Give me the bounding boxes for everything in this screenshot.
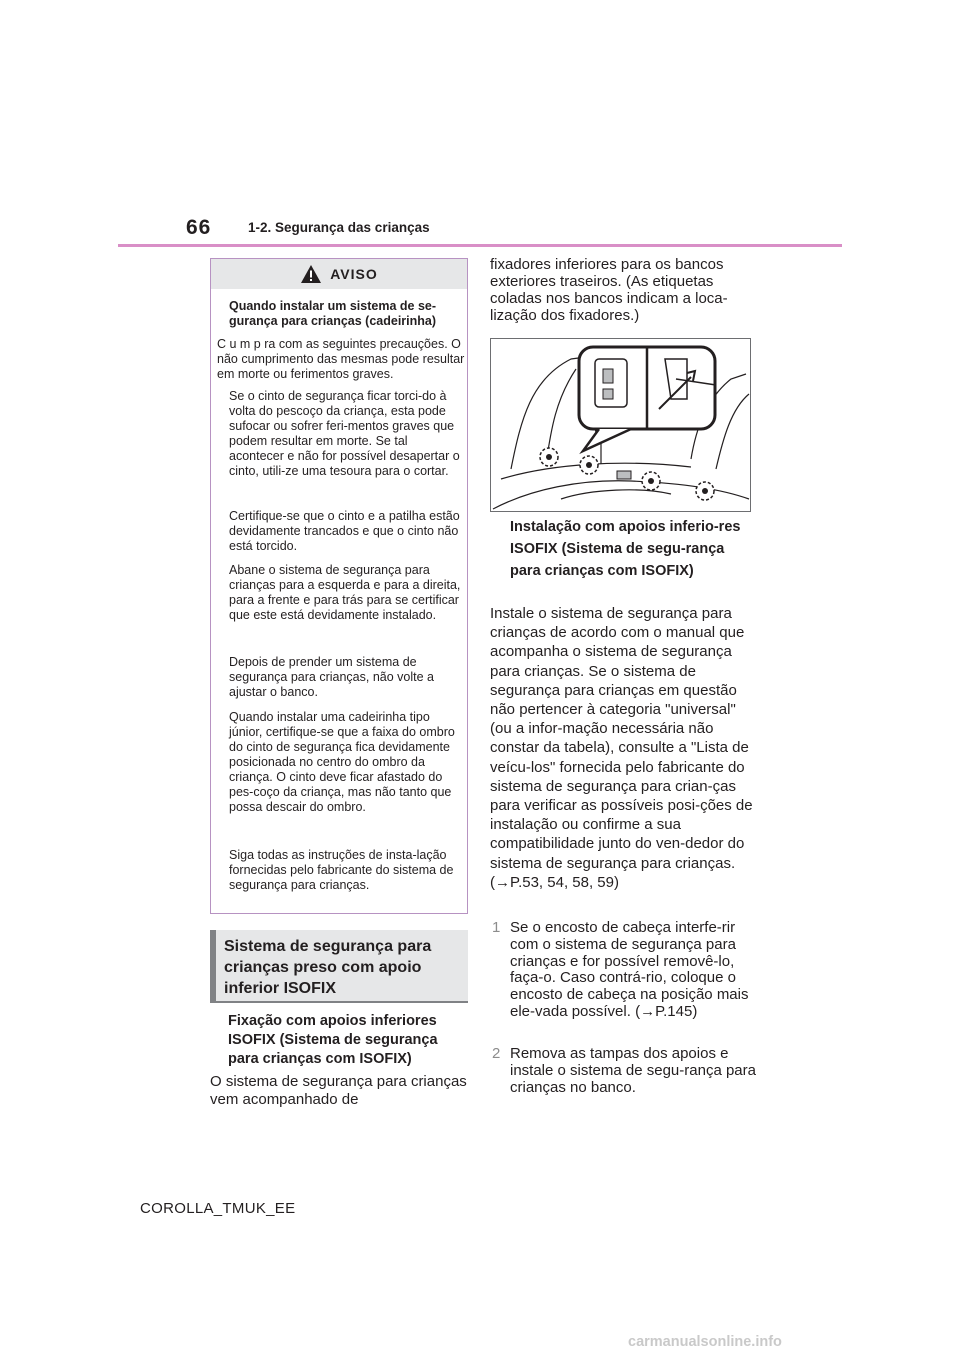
warning-label: AVISO — [330, 266, 378, 282]
warning-item: Certifique-se que o cinto e a patilha estão devidamente trancados e que o cinto não está torcido. — [229, 509, 460, 553]
warning-item: Se o cinto de segurança ficar torci-do à volta do pescoço da criança, esta pode sufocar ou sofrer feri-mentos graves que podem resultar em morte. Se tal acontecer e não for possível desapertar o cinto, utili-ze uma tesoura para o cortar. — [229, 389, 460, 478]
page-number: 66 — [186, 216, 212, 239]
figure-caption: Instalação com apoios inferio-res ISOFIX (Sistema de segu-rança para crianças com ISOFIX) — [510, 519, 741, 579]
step-item — [490, 1046, 758, 1096]
isofix-instructions: Instale o sistema de segurança para crianças de acordo com o manual que acompanha o sistema de segurança para crianças. Se o sistema de segurança para crianças em questão não pertencer à categoria "universal" (ou a infor-mação necessária não constar da tabela), consulte a "Lista de veícu-los" fornecida pelo fabricante do sistema de segurança para crian-ças para verificar as possíveis posi-ções de instalação ou confirme a sua compatibilidade junto do ven-dedor do sistema de segurança para crianças. (→P.53, 54, 58, 59) — [490, 605, 753, 891]
section-title: 1-2. Segurança das crianças — [248, 220, 430, 235]
warning-item: Depois de prender um sistema de segurança para crianças, não volte a ajustar o banco. — [229, 655, 434, 699]
step-number: 2 — [492, 1045, 501, 1062]
isofix-caption: Fixação com apoios inferiores ISOFIX (Sistema de segurança para crianças com ISOFIX) — [228, 1013, 438, 1067]
step-number: 1 — [492, 919, 501, 936]
footer-model-code: COROLLA_TMUK_EE — [140, 1200, 296, 1217]
header-rule — [118, 244, 842, 247]
step-text: Remova as tampas dos apoios e instale o sistema de segu-rança para crianças no banco. — [510, 1045, 756, 1096]
isofix-heading-rule — [210, 1001, 468, 1003]
warning-triangle-icon — [300, 264, 322, 284]
isofix-paragraph-left: O sistema de segurança para crianças vem acompanhado de — [210, 1073, 467, 1108]
warning-subheading: Quando instalar um sistema de se-gurança para crianças (cadeirinha) — [229, 299, 437, 328]
isofix-paragraph-right: fixadores inferiores para os bancos exteriores traseiros. (As etiquetas coladas nos bancos indicam a loca-lização dos fixadores.) — [490, 256, 728, 324]
step-item — [490, 920, 758, 1021]
warning-item: Abane o sistema de segurança para crianças para a esquerda e para a direita, para a frente e para trás para se certificar que este está devidamente instalado. — [229, 563, 461, 622]
watermark: carmanualsonline.info — [628, 1334, 782, 1350]
warning-item: Siga todas as instruções de insta-lação fornecidas pelo fabricante do sistema de segurança para crianças. — [229, 848, 454, 892]
rear-seat-illustration — [491, 339, 750, 511]
isofix-illustration — [490, 338, 751, 512]
warning-item: Quando instalar uma cadeirinha tipo júnior, certifique-se que a faixa do ombro do cinto de segurança fica devidamente posicionada no centro do ombro da criança. O cinto deve ficar afastado do pes-coço da criança, mas não tanto que possa descair do ombro. — [229, 710, 455, 814]
warning-intro: C u m p ra com as seguintes precauções. O não cumprimento das mesmas pode resultar em morte ou ferimentos graves. — [217, 337, 465, 381]
isofix-heading: Sistema de segurança para crianças preso com apoio inferior ISOFIX — [210, 930, 468, 1002]
step-text: Se o encosto de cabeça interfe-rir com o sistema de segurança para crianças e for possível removê-lo, faça-o. Caso contrá-rio, coloque o encosto de cabeça na posição mais ele-vada possível. (→P.145) — [510, 919, 749, 1020]
warning-header — [211, 259, 467, 289]
warning-box — [210, 258, 468, 914]
